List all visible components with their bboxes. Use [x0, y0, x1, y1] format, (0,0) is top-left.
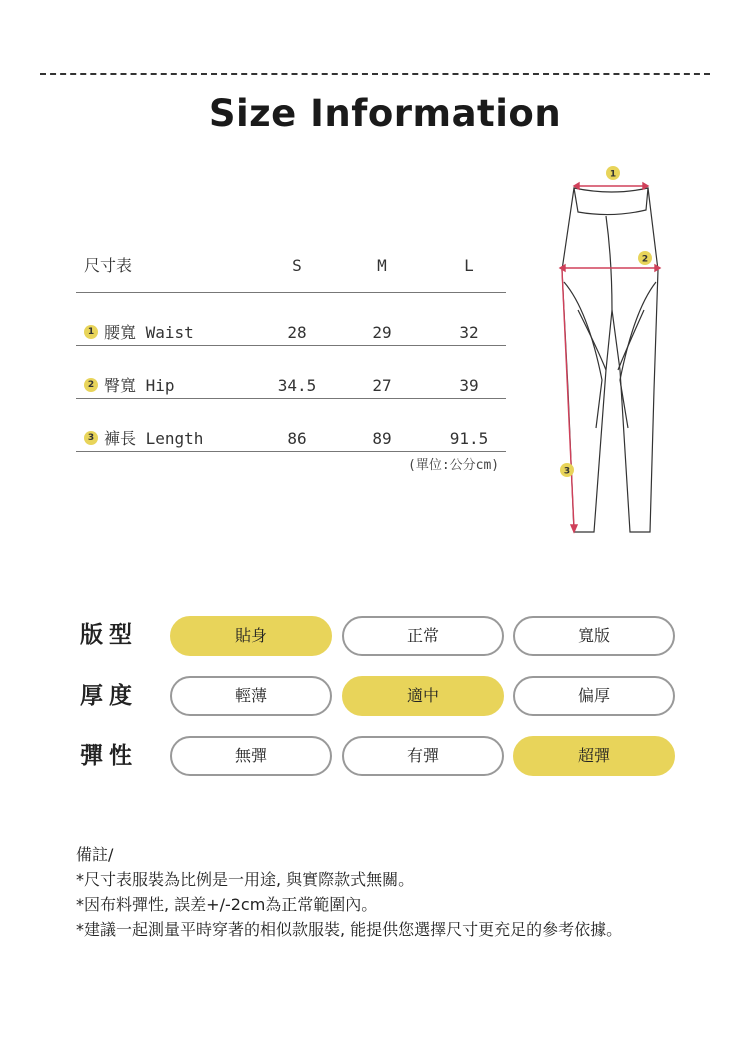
option-elasticity-some: 有彈: [342, 736, 504, 776]
note-line: *尺寸表服裝為比例是一用途, 與實際款式無關。: [76, 870, 415, 889]
cell-m: 29: [372, 323, 392, 342]
option-fit-loose: 寬版: [513, 616, 675, 656]
table-row: [76, 399, 506, 452]
header-label: 尺寸表: [84, 256, 133, 275]
notes-section: [76, 842, 622, 942]
marker-1: 1: [609, 169, 617, 180]
option-thickness-thin: 輕薄: [170, 676, 332, 716]
option-thickness-medium: 適中: [342, 676, 504, 716]
cell-l: 32: [459, 323, 479, 342]
dashed-divider: [40, 73, 710, 75]
table-header-row: [76, 240, 506, 293]
table-row: [76, 346, 506, 399]
cell-s: 28: [287, 323, 307, 342]
notes-title: 備註/: [76, 845, 114, 864]
size-table: [76, 240, 506, 452]
marker-2: 2: [641, 254, 649, 265]
option-elasticity-super: 超彈: [513, 736, 675, 776]
attr-label-fit: 版型: [80, 622, 138, 648]
attr-label-elasticity: 彈性: [80, 743, 138, 769]
measure-lines: [560, 183, 660, 532]
leggings-outline: [562, 188, 658, 532]
header-size-s: S: [292, 256, 302, 275]
cell-m: 27: [372, 376, 392, 395]
number-badge: 2: [84, 378, 98, 392]
option-elasticity-none: 無彈: [170, 736, 332, 776]
row-label: 腰寬 Waist: [104, 323, 194, 342]
header-size-l: L: [464, 256, 474, 275]
table-row: [76, 293, 506, 346]
row-label: 褲長 Length: [104, 429, 204, 448]
cell-m: 89: [372, 429, 392, 448]
unit-note: (單位:公分cm): [408, 458, 500, 473]
header-size-m: M: [377, 256, 387, 275]
option-fit-slim: 貼身: [170, 616, 332, 656]
note-line: *因布料彈性, 誤差+/-2cm為正常範圍內。: [76, 895, 378, 914]
number-badge: 3: [84, 431, 98, 445]
number-badge: 1: [84, 325, 98, 339]
marker-3: 3: [563, 466, 571, 477]
cell-l: 39: [459, 376, 479, 395]
cell-s: 34.5: [277, 376, 317, 395]
row-label: 臀寬 Hip: [104, 376, 175, 395]
page-title: Size Information: [208, 92, 562, 135]
cell-l: 91.5: [449, 429, 489, 448]
option-thickness-thick: 偏厚: [513, 676, 675, 716]
option-fit-regular: 正常: [342, 616, 504, 656]
attr-label-thickness: 厚度: [80, 683, 138, 709]
leggings-diagram: [548, 160, 678, 550]
cell-s: 86: [287, 429, 307, 448]
note-line: *建議一起測量平時穿著的相似款服裝, 能提供您選擇尺寸更充足的參考依據。: [76, 920, 623, 939]
